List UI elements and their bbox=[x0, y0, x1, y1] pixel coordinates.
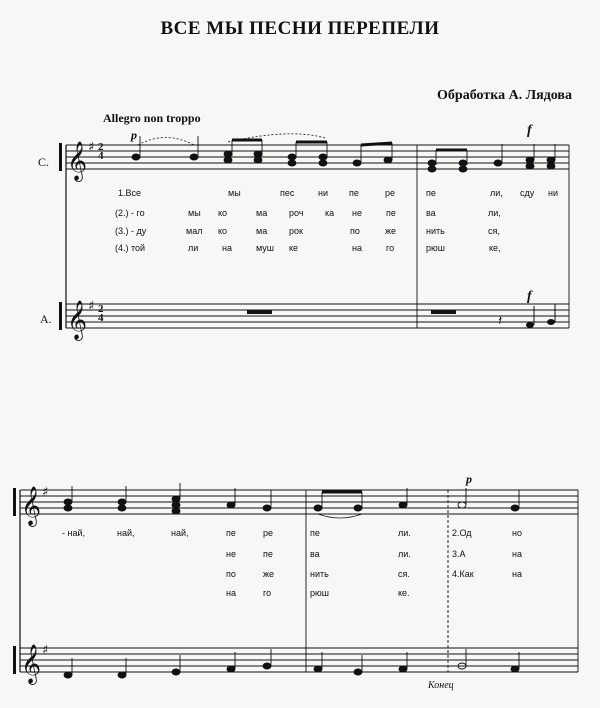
lyric: же bbox=[263, 569, 275, 579]
lyric: роч bbox=[289, 208, 304, 218]
lyric: пес bbox=[280, 188, 295, 198]
lyric: на bbox=[222, 243, 232, 253]
lyric: муш bbox=[256, 243, 275, 253]
soprano-notes-2 bbox=[64, 483, 519, 514]
staff-soprano-1 bbox=[66, 141, 569, 169]
lyric: но bbox=[512, 528, 522, 538]
lyric: ни bbox=[548, 188, 558, 198]
note bbox=[547, 157, 555, 163]
lyric: ко bbox=[218, 208, 228, 218]
lyric: ся. bbox=[398, 569, 410, 579]
treble-clef-icon: 𝄞 bbox=[21, 486, 42, 526]
treble-clef-icon: 𝄞 bbox=[67, 300, 88, 340]
lyric: ка bbox=[325, 208, 335, 218]
lyric: 4.Как bbox=[452, 569, 474, 579]
lyric: ке. bbox=[398, 588, 410, 598]
lyric: ли, bbox=[490, 188, 503, 198]
note bbox=[254, 157, 262, 163]
lyric: ся, bbox=[488, 226, 500, 236]
staff-alto-1 bbox=[66, 304, 569, 328]
note bbox=[118, 505, 126, 511]
note bbox=[459, 166, 467, 172]
note bbox=[547, 163, 555, 169]
lyric: най, bbox=[117, 528, 135, 538]
lyric: не bbox=[226, 549, 236, 559]
note bbox=[172, 496, 180, 502]
whole-rest-icon bbox=[431, 310, 456, 314]
lyric: 1.Все bbox=[118, 188, 142, 198]
lyric: же bbox=[385, 226, 397, 236]
lyric: ма bbox=[256, 208, 268, 218]
treble-clef-icon: 𝄞 bbox=[67, 141, 88, 181]
slur bbox=[318, 514, 362, 518]
lyric: по bbox=[350, 226, 360, 236]
lyric: (4.) той bbox=[115, 243, 146, 253]
staff-alto-2 bbox=[20, 648, 578, 672]
note bbox=[118, 499, 126, 505]
alto-label: А. bbox=[40, 312, 52, 326]
note bbox=[399, 502, 407, 508]
note bbox=[288, 154, 296, 160]
lyric: ва bbox=[310, 549, 320, 559]
ending-mark: Конец bbox=[428, 680, 454, 691]
dynamic-f-soprano: f bbox=[527, 123, 532, 138]
note bbox=[428, 166, 436, 172]
note bbox=[353, 160, 361, 166]
lyric: пе bbox=[426, 188, 436, 198]
time-signature-alto: 2 4 bbox=[98, 303, 104, 324]
note bbox=[64, 499, 72, 505]
note bbox=[227, 502, 235, 508]
lyric: ре bbox=[263, 528, 274, 538]
note bbox=[224, 157, 232, 163]
note bbox=[314, 666, 322, 672]
note bbox=[172, 669, 180, 675]
lyric: мы bbox=[228, 188, 241, 198]
note bbox=[319, 160, 327, 166]
sharp-icon: ♯ bbox=[88, 140, 95, 155]
lyric: го bbox=[386, 243, 395, 253]
note bbox=[399, 666, 407, 672]
lyric: ва bbox=[426, 208, 436, 218]
lyric: пе bbox=[263, 549, 273, 559]
note bbox=[547, 319, 555, 325]
sharp-icon: ♯ bbox=[88, 299, 95, 314]
slur bbox=[138, 138, 194, 146]
note bbox=[526, 157, 534, 163]
lyric: рюш bbox=[310, 588, 329, 598]
lyric: на bbox=[352, 243, 362, 253]
lyric: нить bbox=[310, 569, 329, 579]
note bbox=[132, 154, 140, 160]
note bbox=[458, 502, 466, 508]
lyric: (2.) - го bbox=[115, 208, 145, 218]
lyric: пе bbox=[310, 528, 320, 538]
lyric: рюш bbox=[426, 243, 445, 253]
lyric: ке bbox=[289, 243, 299, 253]
lyric: нить bbox=[426, 226, 445, 236]
note bbox=[172, 502, 180, 508]
lyric: най, bbox=[171, 528, 189, 538]
note bbox=[227, 666, 235, 672]
lyric: ма bbox=[256, 226, 268, 236]
note bbox=[526, 163, 534, 169]
lyric: - най, bbox=[62, 528, 86, 538]
note bbox=[118, 672, 126, 678]
staff-soprano-2 bbox=[20, 490, 578, 514]
lyric: ко bbox=[218, 226, 228, 236]
alto-rests-1 bbox=[247, 304, 555, 329]
lyric: мал bbox=[186, 226, 203, 236]
lyric: го bbox=[263, 588, 272, 598]
soprano-notes-1 bbox=[132, 136, 555, 172]
tempo-marking: Allegro non troppo bbox=[103, 111, 201, 125]
soprano-label: С. bbox=[38, 155, 50, 169]
note bbox=[254, 151, 262, 157]
dynamic-f-alto: f bbox=[527, 289, 532, 304]
lyric: ке, bbox=[489, 243, 501, 253]
treble-clef-icon: 𝄞 bbox=[21, 644, 42, 684]
note bbox=[511, 505, 519, 511]
note bbox=[319, 154, 327, 160]
lyric: (3.) - ду bbox=[115, 226, 147, 236]
lyric: 3.А bbox=[452, 549, 466, 559]
note bbox=[526, 322, 534, 328]
note bbox=[64, 505, 72, 511]
alto-notes-2 bbox=[64, 649, 519, 678]
lyric: на bbox=[512, 569, 522, 579]
dynamic-p-1: p bbox=[131, 128, 137, 142]
note bbox=[494, 160, 502, 166]
lyric: сду bbox=[520, 188, 535, 198]
note bbox=[314, 505, 322, 511]
note bbox=[428, 160, 436, 166]
note bbox=[224, 151, 232, 157]
time-signature-soprano: 2 4 bbox=[98, 141, 104, 162]
note bbox=[354, 505, 362, 511]
sharp-icon: ♯ bbox=[42, 643, 49, 658]
lyric: ли, bbox=[488, 208, 501, 218]
note bbox=[354, 669, 362, 675]
note bbox=[511, 666, 519, 672]
lyric: ли. bbox=[398, 528, 411, 538]
lyric: мы bbox=[188, 208, 201, 218]
dynamic-p-2: p bbox=[466, 472, 472, 486]
note bbox=[172, 508, 180, 514]
lyric: ре bbox=[385, 188, 396, 198]
lyric: по bbox=[226, 569, 236, 579]
lyric: пе bbox=[226, 528, 236, 538]
lyric: 2.Од bbox=[452, 528, 472, 538]
lyric: ни bbox=[318, 188, 328, 198]
note bbox=[263, 505, 271, 511]
note bbox=[263, 663, 271, 669]
quarter-rest-icon: 𝄽 bbox=[498, 313, 503, 329]
lyric: на bbox=[226, 588, 236, 598]
lyric: не bbox=[352, 208, 362, 218]
lyric: ли bbox=[188, 243, 199, 253]
lyric: пе bbox=[349, 188, 359, 198]
note bbox=[288, 160, 296, 166]
whole-rest-icon bbox=[247, 310, 272, 314]
page-title: ВСЕ МЫ ПЕСНИ ПЕРЕПЕЛИ bbox=[160, 18, 440, 39]
arranger-credit: Обработка А. Лядова bbox=[437, 88, 572, 103]
lyric: пе bbox=[386, 208, 396, 218]
note bbox=[459, 160, 467, 166]
lyric: на bbox=[512, 549, 522, 559]
lyric: рок bbox=[289, 226, 303, 236]
sharp-icon: ♯ bbox=[42, 485, 49, 500]
lyric: ли. bbox=[398, 549, 411, 559]
note bbox=[190, 154, 198, 160]
note bbox=[64, 672, 72, 678]
note bbox=[384, 157, 392, 163]
